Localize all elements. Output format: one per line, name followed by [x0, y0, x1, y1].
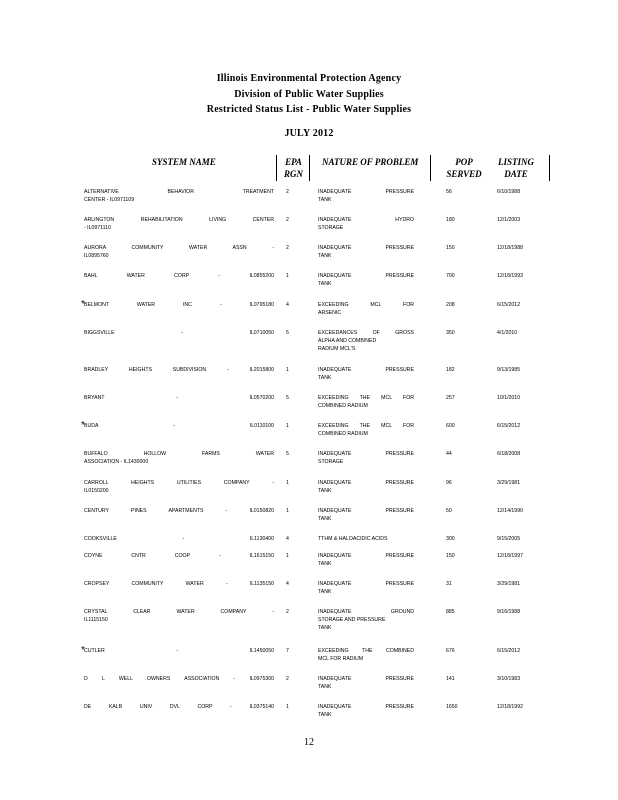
nature-line: EXCEEDING THE MCL FOR	[318, 395, 414, 401]
listing-date: 12/18/1992	[497, 704, 523, 710]
nature-line: TANK	[318, 625, 332, 631]
column-divider	[430, 155, 431, 181]
nature-line: INADEQUATE PRESSURE	[318, 676, 414, 682]
population-served: 257	[446, 395, 455, 401]
date-label: DATE	[504, 169, 528, 179]
system-name-line: CENTER - IL0971109	[84, 197, 135, 203]
system-name	[84, 535, 274, 543]
population-served: 182	[446, 367, 455, 373]
nature-line: TANK	[318, 375, 332, 381]
nature-of-problem	[318, 450, 414, 466]
system-name-line: D L WELL OWNERS ASSOCIATION - IL0975300	[84, 676, 274, 682]
listing-date: 3/10/1983	[497, 676, 521, 682]
column-divider	[309, 155, 310, 181]
nature-line: INADEQUATE PRESSURE	[318, 367, 414, 373]
nature-line: EXCEEDING THE COMBINED	[318, 648, 414, 654]
epa-region: 1	[286, 273, 289, 279]
system-name	[84, 552, 274, 560]
population-served: 600	[446, 423, 455, 429]
nature-line: INADEQUATE PRESSURE	[318, 480, 414, 486]
epa-region: 2	[286, 609, 289, 615]
nature-of-problem	[318, 394, 414, 410]
system-name-line: COYNE CNTR COOP - IL1615150	[84, 553, 274, 559]
nature-of-problem	[318, 188, 414, 204]
nature-line: INADEQUATE HYDRO	[318, 217, 414, 223]
system-name-line: BRADLEY HEIGHTS SUBDIVISION - IL2015800	[84, 367, 274, 373]
system-name-line: BAHL WATER CORP - IL0855200	[84, 273, 274, 279]
epa-region: 1	[286, 480, 289, 486]
listing-date: 6/15/2012	[497, 423, 521, 429]
nature-line: TTHM & HALOACIDIC ACIDS	[318, 536, 388, 542]
system-name-line: ALTERNATIVE BEHAVIOR TREATMENT	[84, 189, 274, 195]
column-divider	[276, 155, 277, 181]
listing-date: 6/18/2008	[497, 451, 521, 457]
system-name	[84, 188, 274, 204]
system-name-line: IL0150200	[84, 488, 109, 494]
nature-of-problem	[318, 366, 414, 382]
population-served: 885	[446, 609, 455, 615]
listing-date: 12/1/2003	[497, 217, 521, 223]
nature-line: INADEQUATE PRESSURE	[318, 189, 414, 195]
system-name-line: BUFFALO HOLLOW FARMS WATER	[84, 451, 274, 457]
epa-region: 1	[286, 704, 289, 710]
system-name-line: CARROLL HEIGHTS UTILITIES COMPANY -	[84, 480, 274, 486]
nature-line: EXCEEDING THE MCL FOR	[318, 423, 414, 429]
nature-line: INADEQUATE PRESSURE	[318, 704, 414, 710]
system-name	[84, 580, 274, 588]
system-name	[84, 450, 274, 466]
column-header-pop-served	[446, 156, 482, 180]
listing-date: 12/18/1988	[497, 245, 523, 251]
nature-line: STORAGE	[318, 225, 344, 231]
epa-region: 1	[286, 553, 289, 559]
nature-of-problem	[318, 216, 414, 232]
report-period: JULY 2012	[284, 128, 334, 139]
nature-line: INADEQUATE PRESSURE	[318, 553, 414, 559]
listing-date: 3/29/1981	[497, 581, 521, 587]
population-served: 208	[446, 302, 455, 308]
population-served: 180	[446, 217, 455, 223]
restricted-marker: *	[81, 645, 85, 656]
system-name-line: CROPSEY COMMUNITY WATER - IL1135150	[84, 581, 274, 587]
nature-of-problem	[318, 479, 414, 495]
nature-line: ALPHA AND COMBINED	[318, 338, 377, 344]
system-name-line: CRYSTAL CLEAR WATER COMPANY -	[84, 609, 274, 615]
population-served: 96	[446, 480, 452, 486]
served-label: SERVED	[446, 169, 482, 179]
listing-date: 10/1/2010	[497, 395, 521, 401]
population-served: 150	[446, 553, 455, 559]
system-name-line: ARLINGTON REHABILITATION LIVING CENTER	[84, 217, 274, 223]
nature-of-problem	[318, 507, 414, 523]
nature-of-problem	[318, 329, 414, 353]
listing-date: 12/18/1993	[497, 273, 523, 279]
population-served: 676	[446, 648, 455, 654]
population-served: 700	[446, 273, 455, 279]
system-name-line: BELMONT WATER INC - IL0795180	[84, 302, 274, 308]
listing-date: 12/14/1990	[497, 508, 523, 514]
system-name	[84, 301, 274, 309]
division-title: Division of Public Water Supplies	[234, 89, 384, 100]
system-name	[84, 675, 274, 683]
population-served: 50	[446, 508, 452, 514]
system-name-line: BUDA - IL0110100	[84, 423, 274, 429]
system-name	[84, 647, 274, 655]
system-name-line: IL0895760	[84, 253, 109, 259]
population-served: 44	[446, 451, 452, 457]
epa-region: 2	[286, 245, 289, 251]
listing-date: 3/29/1981	[497, 480, 521, 486]
nature-of-problem	[318, 422, 414, 438]
system-name	[84, 703, 274, 711]
listing-date: 12/18/1997	[497, 553, 523, 559]
nature-of-problem	[318, 244, 414, 260]
system-name	[84, 329, 274, 337]
nature-line: STORAGE	[318, 459, 344, 465]
epa-region: 5	[286, 451, 289, 457]
nature-line: INADEQUATE PRESSURE	[318, 451, 414, 457]
nature-line: TANK	[318, 712, 332, 718]
system-name	[84, 479, 274, 495]
column-header-listing-date	[496, 156, 536, 180]
population-served: 1650	[446, 704, 458, 710]
system-name	[84, 216, 274, 232]
nature-line: TANK	[318, 561, 332, 567]
system-name	[84, 366, 274, 374]
epa-region: 5	[286, 330, 289, 336]
epa-region: 7	[286, 648, 289, 654]
nature-line: INADEQUATE PRESSURE	[318, 245, 414, 251]
nature-of-problem	[318, 675, 414, 691]
epa-label: EPA	[285, 157, 302, 167]
column-header-system-name: SYSTEM NAME	[152, 157, 216, 167]
list-title: Restricted Status List - Public Water Supplies	[206, 104, 412, 115]
column-header-nature: NATURE OF PROBLEM	[322, 157, 419, 167]
population-served: 300	[446, 536, 455, 542]
epa-region: 1	[286, 423, 289, 429]
system-name-line: COOKSVILLE - IL1130400	[84, 536, 274, 542]
nature-line: TANK	[318, 516, 332, 522]
system-name-line: IL1115150	[84, 617, 108, 623]
listing-date: 4/1/2010	[497, 330, 518, 336]
listing-date: 9/13/1985	[497, 367, 521, 373]
system-name	[84, 507, 274, 515]
epa-region: 2	[286, 189, 289, 195]
system-name	[84, 422, 274, 430]
page-number: 12	[304, 737, 314, 748]
nature-of-problem	[318, 647, 414, 663]
system-name-line: BIGGSVILLE - IL0710050	[84, 330, 274, 336]
nature-of-problem	[318, 552, 414, 568]
nature-line: TANK	[318, 488, 332, 494]
restricted-marker: *	[81, 299, 85, 310]
listing-date: 9/16/1988	[497, 609, 521, 615]
nature-line: MCL FOR RADIUM	[318, 656, 364, 662]
epa-region: 4	[286, 581, 289, 587]
nature-of-problem	[318, 535, 414, 543]
listing-label: LISTING	[497, 157, 534, 167]
population-served: 31	[446, 581, 452, 587]
nature-line: INADEQUATE PRESSURE	[318, 273, 414, 279]
epa-region: 4	[286, 302, 289, 308]
epa-region: 4	[286, 536, 289, 542]
system-name-line: CENTURY PINES APARTMENTS - IL0150820	[84, 508, 274, 514]
system-name-line: - IL0971110	[84, 225, 111, 231]
rgn-label: RGN	[284, 169, 304, 179]
listing-date: 9/15/2005	[497, 536, 521, 542]
nature-of-problem	[318, 608, 414, 632]
listing-date: 6/15/2012	[497, 302, 521, 308]
nature-line: TANK	[318, 253, 332, 259]
nature-of-problem	[318, 301, 414, 317]
nature-of-problem	[318, 703, 414, 719]
agency-title: Illinois Environmental Protection Agency	[216, 73, 402, 84]
system-name-line: BRYANT - IL0570200	[84, 395, 274, 401]
nature-line: STORAGE AND PRESSURE	[318, 617, 386, 623]
nature-line: INADEQUATE PRESSURE	[318, 508, 414, 514]
listing-date: 6/15/2012	[497, 648, 521, 654]
epa-region: 5	[286, 395, 289, 401]
pop-label: POP	[455, 157, 473, 167]
population-served: 141	[446, 676, 455, 682]
population-served: 350	[446, 330, 455, 336]
population-served: 150	[446, 245, 455, 251]
nature-line: INADEQUATE GROUND	[318, 609, 414, 615]
system-name-line: DE KALB UNIV DVL CORP - IL0375140	[84, 704, 274, 710]
population-served: 56	[446, 189, 452, 195]
restricted-marker: *	[81, 420, 85, 431]
nature-of-problem	[318, 272, 414, 288]
system-name-line: ASSOCIATION - IL1430000	[84, 459, 149, 465]
nature-line: EXCEEDING MCL FOR	[318, 302, 414, 308]
system-name	[84, 394, 274, 402]
listing-date: 6/10/1988	[497, 189, 521, 195]
nature-of-problem	[318, 580, 414, 596]
nature-line: RADIUM MCL'S	[318, 346, 356, 352]
nature-line: TANK	[318, 589, 332, 595]
column-header-epa-rgn	[284, 156, 303, 180]
system-name-line: CUTLER - IL1450050	[84, 648, 274, 654]
system-name	[84, 608, 274, 624]
epa-region: 2	[286, 217, 289, 223]
nature-line: COMBINED RADIUM	[318, 431, 368, 437]
epa-region: 1	[286, 367, 289, 373]
system-name	[84, 272, 274, 280]
epa-region: 1	[286, 508, 289, 514]
nature-line: EXCEEDANCES OF GROSS	[318, 330, 414, 336]
system-name-line: AURORA COMMUNITY WATER ASSN -	[84, 245, 274, 251]
column-divider	[549, 155, 550, 181]
nature-line: TANK	[318, 281, 332, 287]
nature-line: ARSENIC	[318, 310, 342, 316]
system-name	[84, 244, 274, 260]
nature-line: TANK	[318, 684, 332, 690]
nature-line: TANK	[318, 197, 332, 203]
nature-line: COMBINED RADIUM	[318, 403, 368, 409]
epa-region: 2	[286, 676, 289, 682]
nature-line: INADEQUATE PRESSURE	[318, 581, 414, 587]
